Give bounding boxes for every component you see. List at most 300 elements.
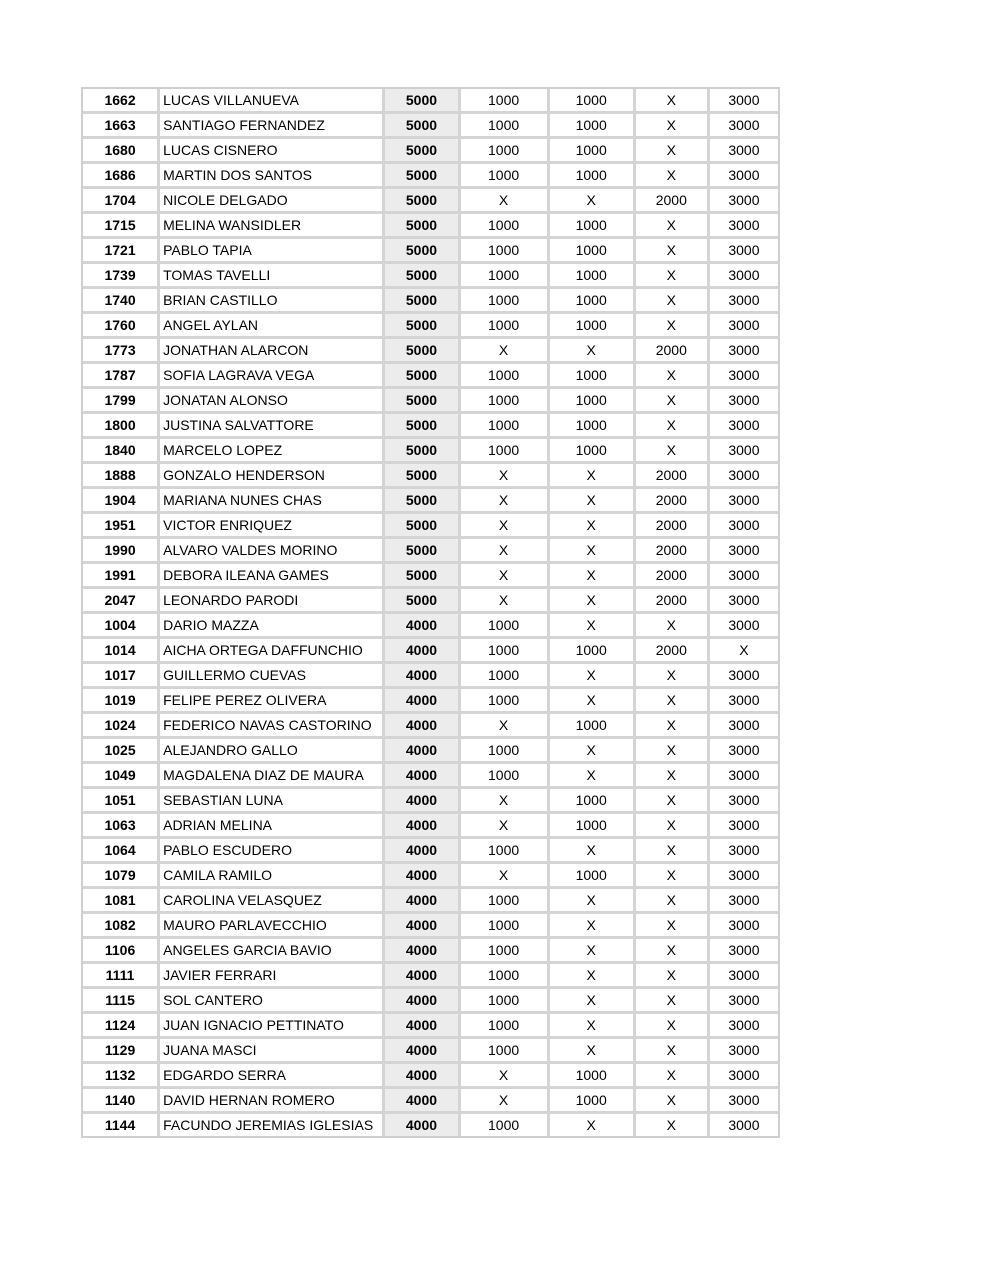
row-id-cell: 1799 [83,389,160,414]
row-col-b-cell: X [550,964,636,989]
row-col-c-cell: X [636,289,710,314]
row-col-d-cell: 3000 [710,564,778,589]
table-row [83,914,778,939]
row-total-cell: 5000 [385,114,460,139]
table-row [83,264,778,289]
row-name-cell: FACUNDO JEREMIAS IGLESIAS [160,1114,385,1136]
row-id-cell: 1106 [83,939,160,964]
row-total-cell: 4000 [385,1014,460,1039]
row-total-cell: 4000 [385,939,460,964]
row-name-cell: ADRIAN MELINA [160,814,385,839]
row-col-b-cell: 1000 [550,714,636,739]
row-col-d-cell: 3000 [710,464,778,489]
row-id-cell: 1115 [83,989,160,1014]
row-id-cell: 1773 [83,339,160,364]
row-name-cell: ANGELES GARCIA BAVIO [160,939,385,964]
row-col-c-cell: X [636,964,710,989]
row-col-a-cell: 1000 [461,289,550,314]
row-col-b-cell: 1000 [550,114,636,139]
row-col-c-cell: X [636,1014,710,1039]
row-col-c-cell: 2000 [636,514,710,539]
row-total-cell: 5000 [385,164,460,189]
row-col-b-cell: 1000 [550,364,636,389]
row-id-cell: 1840 [83,439,160,464]
row-col-d-cell: 3000 [710,89,778,114]
row-col-d-cell: 3000 [710,114,778,139]
row-col-c-cell: X [636,939,710,964]
row-col-d-cell: 3000 [710,964,778,989]
row-col-d-cell: 3000 [710,139,778,164]
row-col-c-cell: X [636,314,710,339]
row-col-b-cell: X [550,664,636,689]
row-total-cell: 4000 [385,664,460,689]
row-col-b-cell: 1000 [550,789,636,814]
row-col-d-cell: 3000 [710,514,778,539]
row-col-a-cell: X [461,339,550,364]
row-total-cell: 4000 [385,914,460,939]
row-col-d-cell: 3000 [710,339,778,364]
row-col-d-cell: 3000 [710,489,778,514]
row-name-cell: NICOLE DELGADO [160,189,385,214]
row-total-cell: 5000 [385,189,460,214]
table-row [83,889,778,914]
row-col-a-cell: 1000 [461,214,550,239]
row-col-b-cell: X [550,989,636,1014]
table-body [83,89,778,1136]
row-id-cell: 1680 [83,139,160,164]
row-col-a-cell: 1000 [461,389,550,414]
row-name-cell: SOFIA LAGRAVA VEGA [160,364,385,389]
row-name-cell: JUAN IGNACIO PETTINATO [160,1014,385,1039]
row-col-c-cell: X [636,739,710,764]
row-col-c-cell: X [636,1114,710,1136]
row-total-cell: 5000 [385,439,460,464]
row-col-a-cell: 1000 [461,664,550,689]
row-name-cell: GUILLERMO CUEVAS [160,664,385,689]
row-id-cell: 1990 [83,539,160,564]
table-row [83,114,778,139]
row-total-cell: 5000 [385,589,460,614]
row-id-cell: 1064 [83,839,160,864]
table-row [83,189,778,214]
table-row [83,464,778,489]
row-col-b-cell: 1000 [550,139,636,164]
row-col-d-cell: 3000 [710,889,778,914]
row-total-cell: 4000 [385,714,460,739]
row-total-cell: 4000 [385,1089,460,1114]
row-col-b-cell: X [550,489,636,514]
row-col-c-cell: 2000 [636,339,710,364]
row-col-c-cell: X [636,664,710,689]
row-col-a-cell: 1000 [461,739,550,764]
row-col-c-cell: X [636,364,710,389]
row-col-d-cell: 3000 [710,539,778,564]
row-col-a-cell: 1000 [461,914,550,939]
row-col-d-cell: 3000 [710,939,778,964]
row-name-cell: PABLO ESCUDERO [160,839,385,864]
row-col-c-cell: X [636,214,710,239]
row-col-c-cell: X [636,1089,710,1114]
row-col-b-cell: X [550,1114,636,1136]
row-col-d-cell: 3000 [710,189,778,214]
row-id-cell: 1017 [83,664,160,689]
row-total-cell: 4000 [385,1064,460,1089]
table-row [83,289,778,314]
row-col-d-cell: 3000 [710,914,778,939]
row-col-c-cell: X [636,789,710,814]
row-col-d-cell: 3000 [710,839,778,864]
table-row [83,989,778,1014]
row-col-b-cell: 1000 [550,289,636,314]
table-row [83,239,778,264]
row-col-c-cell: 2000 [636,464,710,489]
row-col-c-cell: X [636,89,710,114]
row-name-cell: MELINA WANSIDLER [160,214,385,239]
table-row [83,739,778,764]
row-col-c-cell: X [636,914,710,939]
row-name-cell: ALVARO VALDES MORINO [160,539,385,564]
row-col-b-cell: 1000 [550,814,636,839]
row-col-c-cell: 2000 [636,589,710,614]
row-col-c-cell: X [636,614,710,639]
row-col-d-cell: 3000 [710,614,778,639]
row-name-cell: JONATHAN ALARCON [160,339,385,364]
row-id-cell: 1739 [83,264,160,289]
table-row [83,1114,778,1136]
table-row [83,139,778,164]
table-row [83,439,778,464]
row-total-cell: 5000 [385,314,460,339]
row-col-c-cell: X [636,839,710,864]
row-id-cell: 1904 [83,489,160,514]
row-id-cell: 1740 [83,289,160,314]
row-name-cell: DAVID HERNAN ROMERO [160,1089,385,1114]
row-col-d-cell: 3000 [710,389,778,414]
row-name-cell: SEBASTIAN LUNA [160,789,385,814]
row-col-b-cell: 1000 [550,439,636,464]
row-col-d-cell: 3000 [710,689,778,714]
row-col-a-cell: 1000 [461,839,550,864]
row-id-cell: 1024 [83,714,160,739]
row-name-cell: SOL CANTERO [160,989,385,1014]
table-row [83,639,778,664]
row-col-b-cell: 1000 [550,639,636,664]
row-col-a-cell: 1000 [461,414,550,439]
row-total-cell: 4000 [385,689,460,714]
row-id-cell: 1888 [83,464,160,489]
row-col-c-cell: X [636,689,710,714]
row-col-c-cell: X [636,1039,710,1064]
row-total-cell: 5000 [385,514,460,539]
row-col-b-cell: 1000 [550,214,636,239]
row-name-cell: DEBORA ILEANA GAMES [160,564,385,589]
row-col-a-cell: 1000 [461,764,550,789]
row-col-c-cell: X [636,764,710,789]
row-col-c-cell: X [636,414,710,439]
row-name-cell: MAGDALENA DIAZ DE MAURA [160,764,385,789]
row-name-cell: JUANA MASCI [160,1039,385,1064]
row-total-cell: 5000 [385,539,460,564]
row-name-cell: SANTIAGO FERNANDEZ [160,114,385,139]
row-id-cell: 1686 [83,164,160,189]
row-col-a-cell: X [461,1089,550,1114]
row-col-d-cell: 3000 [710,1089,778,1114]
row-col-a-cell: 1000 [461,314,550,339]
row-col-a-cell: 1000 [461,639,550,664]
table-row [83,314,778,339]
table-row [83,689,778,714]
row-col-d-cell: 3000 [710,214,778,239]
row-col-a-cell: X [461,564,550,589]
row-col-d-cell: 3000 [710,239,778,264]
row-col-d-cell: 3000 [710,739,778,764]
row-name-cell: FEDERICO NAVAS CASTORINO [160,714,385,739]
row-col-b-cell: 1000 [550,89,636,114]
row-col-c-cell: X [636,389,710,414]
row-id-cell: 1951 [83,514,160,539]
row-name-cell: LUCAS CISNERO [160,139,385,164]
row-name-cell: DARIO MAZZA [160,614,385,639]
row-name-cell: CAMILA RAMILO [160,864,385,889]
row-col-c-cell: 2000 [636,489,710,514]
row-id-cell: 1025 [83,739,160,764]
row-col-b-cell: X [550,914,636,939]
table-row [83,789,778,814]
table-row [83,1014,778,1039]
row-id-cell: 1111 [83,964,160,989]
row-id-cell: 1787 [83,364,160,389]
row-name-cell: ALEJANDRO GALLO [160,739,385,764]
row-total-cell: 5000 [385,389,460,414]
row-name-cell: JONATAN ALONSO [160,389,385,414]
row-col-a-cell: 1000 [461,1039,550,1064]
table-row [83,214,778,239]
row-id-cell: 1063 [83,814,160,839]
row-id-cell: 1014 [83,639,160,664]
row-id-cell: 1082 [83,914,160,939]
row-col-d-cell: 3000 [710,989,778,1014]
table-row [83,714,778,739]
table-row [83,614,778,639]
row-col-c-cell: X [636,989,710,1014]
row-col-c-cell: 2000 [636,564,710,589]
row-col-d-cell: 3000 [710,164,778,189]
row-col-d-cell: 3000 [710,1064,778,1089]
row-col-a-cell: 1000 [461,989,550,1014]
row-total-cell: 5000 [385,464,460,489]
row-id-cell: 1663 [83,114,160,139]
row-col-d-cell: 3000 [710,314,778,339]
row-name-cell: MAURO PARLAVECCHIO [160,914,385,939]
row-col-a-cell: X [461,814,550,839]
row-total-cell: 4000 [385,614,460,639]
row-name-cell: MARCELO LOPEZ [160,439,385,464]
row-col-a-cell: X [461,489,550,514]
table-row [83,939,778,964]
row-col-b-cell: X [550,514,636,539]
table-row [83,164,778,189]
row-total-cell: 4000 [385,989,460,1014]
row-col-a-cell: 1000 [461,964,550,989]
row-total-cell: 4000 [385,1114,460,1136]
row-col-a-cell: 1000 [461,1114,550,1136]
row-name-cell: BRIAN CASTILLO [160,289,385,314]
row-id-cell: 1991 [83,564,160,589]
row-id-cell: 1140 [83,1089,160,1114]
row-total-cell: 5000 [385,489,460,514]
row-total-cell: 5000 [385,414,460,439]
row-col-d-cell: 3000 [710,764,778,789]
row-col-a-cell: 1000 [461,114,550,139]
row-col-c-cell: X [636,864,710,889]
row-total-cell: 5000 [385,339,460,364]
row-col-b-cell: X [550,539,636,564]
row-col-b-cell: X [550,764,636,789]
row-col-c-cell: X [636,439,710,464]
row-col-a-cell: 1000 [461,264,550,289]
row-col-b-cell: X [550,689,636,714]
row-total-cell: 4000 [385,889,460,914]
row-col-a-cell: X [461,189,550,214]
table-row [83,964,778,989]
row-col-a-cell: 1000 [461,939,550,964]
row-id-cell: 1081 [83,889,160,914]
row-id-cell: 1760 [83,314,160,339]
table-row [83,664,778,689]
row-col-c-cell: X [636,264,710,289]
row-id-cell: 1800 [83,414,160,439]
row-id-cell: 2047 [83,589,160,614]
row-col-a-cell: X [461,714,550,739]
table-row [83,489,778,514]
row-col-d-cell: 3000 [710,864,778,889]
table-row [83,389,778,414]
row-col-b-cell: 1000 [550,414,636,439]
row-col-a-cell: 1000 [461,89,550,114]
row-name-cell: EDGARDO SERRA [160,1064,385,1089]
row-col-b-cell: X [550,614,636,639]
row-id-cell: 1715 [83,214,160,239]
table-row [83,339,778,364]
row-name-cell: JUSTINA SALVATTORE [160,414,385,439]
row-col-c-cell: 2000 [636,639,710,664]
row-total-cell: 5000 [385,89,460,114]
row-col-c-cell: X [636,114,710,139]
row-col-d-cell: 3000 [710,289,778,314]
table-row [83,814,778,839]
row-total-cell: 4000 [385,789,460,814]
row-col-d-cell: 3000 [710,664,778,689]
row-col-d-cell: 3000 [710,1014,778,1039]
row-id-cell: 1079 [83,864,160,889]
row-id-cell: 1132 [83,1064,160,1089]
row-col-b-cell: X [550,589,636,614]
row-col-c-cell: X [636,814,710,839]
row-col-a-cell: 1000 [461,139,550,164]
table-row [83,414,778,439]
row-name-cell: LEONARDO PARODI [160,589,385,614]
row-col-a-cell: 1000 [461,689,550,714]
row-total-cell: 5000 [385,289,460,314]
row-name-cell: AICHA ORTEGA DAFFUNCHIO [160,639,385,664]
row-name-cell: VICTOR ENRIQUEZ [160,514,385,539]
table-row [83,1089,778,1114]
row-col-d-cell: 3000 [710,589,778,614]
row-total-cell: 4000 [385,639,460,664]
row-col-a-cell: X [461,464,550,489]
row-id-cell: 1019 [83,689,160,714]
row-col-c-cell: X [636,239,710,264]
row-col-c-cell: 2000 [636,539,710,564]
row-col-b-cell: X [550,939,636,964]
row-total-cell: 5000 [385,139,460,164]
row-id-cell: 1144 [83,1114,160,1136]
row-total-cell: 4000 [385,864,460,889]
row-id-cell: 1124 [83,1014,160,1039]
row-col-a-cell: X [461,514,550,539]
row-col-d-cell: 3000 [710,789,778,814]
table-row [83,839,778,864]
row-col-b-cell: X [550,339,636,364]
row-id-cell: 1051 [83,789,160,814]
row-col-a-cell: 1000 [461,239,550,264]
row-total-cell: 5000 [385,264,460,289]
row-col-a-cell: 1000 [461,164,550,189]
data-table [81,87,780,1138]
row-id-cell: 1704 [83,189,160,214]
row-col-a-cell: 1000 [461,364,550,389]
row-col-b-cell: 1000 [550,239,636,264]
table-row [83,1064,778,1089]
table-row [83,589,778,614]
row-col-b-cell: 1000 [550,1064,636,1089]
row-col-d-cell: 3000 [728,1117,760,1133]
row-name-cell: ANGEL AYLAN [160,314,385,339]
row-col-b-cell: X [550,564,636,589]
row-id-cell: 1662 [83,89,160,114]
row-col-b-cell: 1000 [550,164,636,189]
row-id-cell: 1721 [83,239,160,264]
row-col-b-cell: 1000 [550,389,636,414]
row-col-d-cell: 3000 [710,414,778,439]
row-col-a-cell: X [461,539,550,564]
row-col-a-cell: 1000 [461,889,550,914]
row-col-d-cell: 3000 [710,439,778,464]
row-col-b-cell: 1000 [550,314,636,339]
row-col-c-cell: X [636,139,710,164]
row-col-b-cell: X [550,1039,636,1064]
row-total-cell: 4000 [385,1039,460,1064]
row-name-cell: FELIPE PEREZ OLIVERA [160,689,385,714]
row-name-cell: TOMAS TAVELLI [160,264,385,289]
row-col-c-cell: 2000 [636,189,710,214]
row-col-b-cell: X [550,739,636,764]
table-row [83,1039,778,1064]
row-col-a-cell: X [461,589,550,614]
row-col-b-cell: X [550,889,636,914]
row-total-cell: 4000 [385,814,460,839]
row-name-cell: JAVIER FERRARI [160,964,385,989]
row-col-d-cell: 3000 [710,714,778,739]
row-name-cell: MARTIN DOS SANTOS [160,164,385,189]
table-row [83,364,778,389]
table-row [83,539,778,564]
row-total-cell: 5000 [385,239,460,264]
row-col-b-cell: 1000 [550,1089,636,1114]
row-col-c-cell: X [636,1064,710,1089]
row-total-cell: 4000 [385,764,460,789]
row-col-d-cell: 3000 [710,814,778,839]
